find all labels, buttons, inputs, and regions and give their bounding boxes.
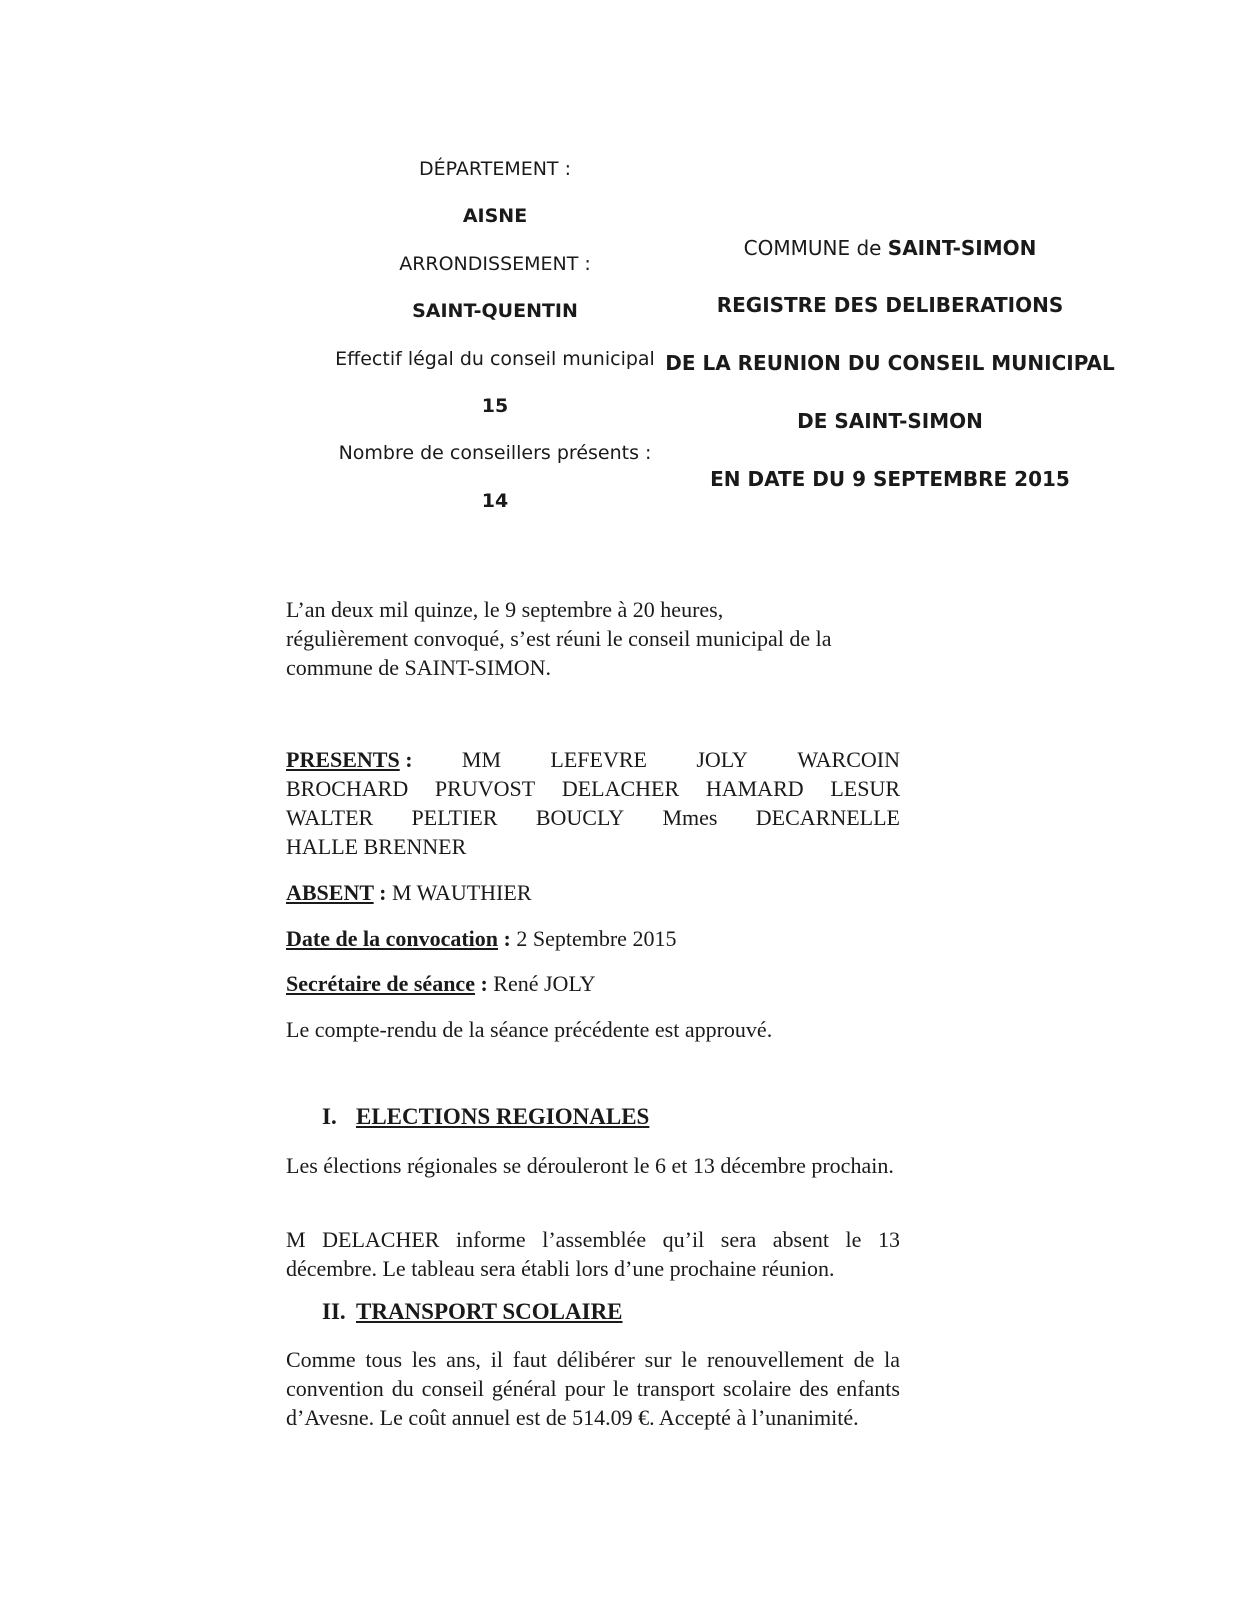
section-title: TRANSPORT SCOLAIRE bbox=[356, 1299, 623, 1324]
departement-value: AISNE bbox=[462, 205, 528, 227]
compte-rendu: Le compte-rendu de la séance précédente est approuvé. bbox=[286, 1017, 773, 1042]
section-1-paragraph-1: Les élections régionales se dérouleront le 6 et 13 décembre prochain. bbox=[286, 1153, 894, 1178]
section-title: ELECTIONS REGIONALES bbox=[356, 1104, 650, 1129]
presents-label: PRESENTS bbox=[286, 747, 400, 772]
meeting-date-title: EN DATE DU 9 SEPTEMBRE 2015 bbox=[710, 467, 1070, 491]
absent-line: ABSENT : M WAUTHIER bbox=[286, 880, 532, 905]
section-number: I. bbox=[322, 1104, 337, 1129]
meeting-title: DE LA REUNION DU CONSEIL MUNICIPAL bbox=[665, 351, 1115, 375]
section-heading-1 bbox=[322, 1104, 649, 1130]
presents-name: DECARNELLE bbox=[755, 805, 900, 830]
presents-name: LEFEVRE bbox=[550, 747, 647, 772]
presents-count-label: Nombre de conseillers présents : bbox=[338, 442, 652, 464]
presents-name: DELACHER bbox=[561, 776, 680, 801]
presents-count-value: 14 bbox=[481, 490, 509, 512]
presents-row-1 bbox=[286, 745, 900, 774]
section-1-paragraph-2: M DELACHER informe l’assemblée qu’il sera absent le 13 décembre. Le tableau sera établi lors d’une prochaine réunion. bbox=[286, 1227, 900, 1281]
section-heading-2 bbox=[322, 1299, 623, 1325]
commune-prefix: COMMUNE de bbox=[743, 236, 888, 260]
presents-name: Mmes bbox=[662, 805, 718, 830]
convocation-label: Date de la convocation bbox=[286, 926, 499, 951]
presents-name: LESUR bbox=[830, 776, 900, 801]
presents-name: BOUCLY bbox=[535, 805, 625, 830]
presents-row-2 bbox=[286, 774, 900, 803]
presents-heading: PRESENTS : bbox=[286, 747, 413, 772]
presents-name: WALTER bbox=[286, 805, 374, 830]
commune-name: SAINT-SIMON bbox=[887, 236, 1037, 260]
secretaire-value: René JOLY bbox=[493, 971, 596, 996]
intro-paragraph bbox=[286, 595, 900, 682]
arrondissement-label: ARRONDISSEMENT : bbox=[399, 253, 591, 275]
intro-line-1: L’an deux mil quinze, le 9 septembre à 20 heures, bbox=[286, 597, 724, 622]
arrondissement-value: SAINT-QUENTIN bbox=[412, 300, 578, 322]
commune-line bbox=[660, 236, 1120, 260]
section-number: II. bbox=[322, 1299, 346, 1324]
presents-row-3 bbox=[286, 803, 900, 832]
section-2-paragraph-1: Comme tous les ans, il faut délibérer sur le renouvellement de la convention du conseil général pour le transport scolaire des enfants d’Avesne. Le coût annuel est de 514.09 €. Accepté à l’unanimité. bbox=[286, 1347, 900, 1430]
presents-name: MM bbox=[461, 747, 502, 772]
presents-name: PELTIER bbox=[411, 805, 498, 830]
departement-label: DÉPARTEMENT : bbox=[419, 158, 571, 180]
intro-line-2: régulièrement convoqué, s’est réuni le conseil municipal de la bbox=[286, 626, 832, 651]
absent-value: M WAUTHIER bbox=[391, 880, 532, 905]
secretaire-line: Secrétaire de séance : René JOLY bbox=[286, 971, 596, 996]
presents-row-4: HALLE BRENNER bbox=[286, 834, 467, 859]
presents-block bbox=[286, 745, 900, 861]
convocation-value: 2 Septembre 2015 bbox=[516, 926, 677, 951]
intro-line-3: commune de SAINT-SIMON. bbox=[286, 655, 551, 680]
presents-name: JOLY bbox=[696, 747, 748, 772]
convocation-line: Date de la convocation : 2 Septembre 2015 bbox=[286, 926, 677, 951]
presents-name: WARCOIN bbox=[797, 747, 900, 772]
presents-name: BROCHARD bbox=[286, 776, 409, 801]
absent-label: ABSENT bbox=[286, 880, 374, 905]
register-title: REGISTRE DES DELIBERATIONS bbox=[716, 293, 1064, 317]
secretaire-label: Secrétaire de séance bbox=[286, 971, 475, 996]
effectif-value: 15 bbox=[481, 395, 509, 417]
presents-name: HAMARD bbox=[705, 776, 804, 801]
commune-title: DE SAINT-SIMON bbox=[797, 409, 983, 433]
presents-name: PRUVOST bbox=[434, 776, 536, 801]
effectif-label: Effectif légal du conseil municipal bbox=[335, 348, 655, 370]
